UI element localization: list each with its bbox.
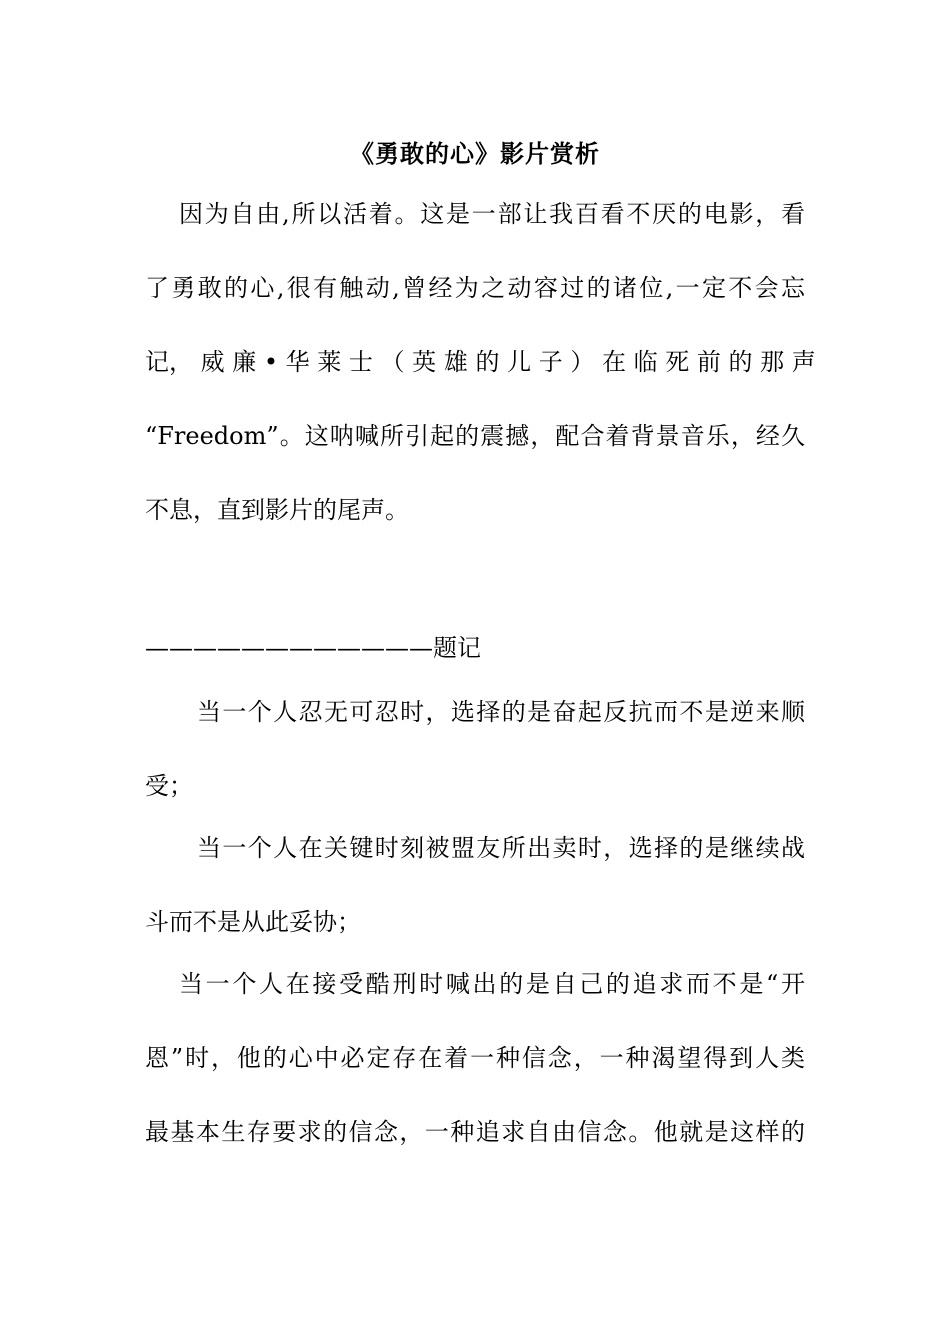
paragraph-line: 当一个人在接受酷刑时喊出的是自己的追求而不是“开 — [179, 970, 805, 998]
paragraph-line: 恩”时，他的心中必定存在着一种信念，一种渴望得到人类 — [145, 1044, 805, 1072]
paragraph-line: 斗而不是从此妥协； — [145, 908, 361, 936]
paragraph-line: “Freedom”。这呐喊所引起的震撼，配合着背景音乐，经久 — [145, 422, 805, 450]
document-title: 《勇敢的心》影片赏析 — [350, 139, 600, 168]
paragraph-line: 当一个人在关键时刻被盟友所出卖时，选择的是继续战 — [197, 834, 805, 862]
paragraph-line: 受； — [145, 772, 193, 800]
paragraph-line: 不息，直到影片的尾声。 — [145, 496, 409, 524]
epigraph-line: ————————————题记 — [145, 634, 481, 662]
paragraph-line: 当一个人忍无可忍时，选择的是奋起反抗而不是逆来顺 — [197, 698, 805, 726]
paragraph-line: 记， 威 廉 • 华 莱 士 （ 英 雄 的 儿 子 ） 在 临 死 前 的 那 声 — [145, 348, 816, 376]
paragraph-line: 因为自由,所以活着。这是一部让我百看不厌的电影，看 — [179, 200, 805, 228]
paragraph-line: 了勇敢的心,很有触动,曾经为之动容过的诸位,一定不会忘 — [145, 274, 805, 302]
paragraph-line: 最基本生存要求的信念，一种追求自由信念。他就是这样的 — [145, 1118, 805, 1146]
